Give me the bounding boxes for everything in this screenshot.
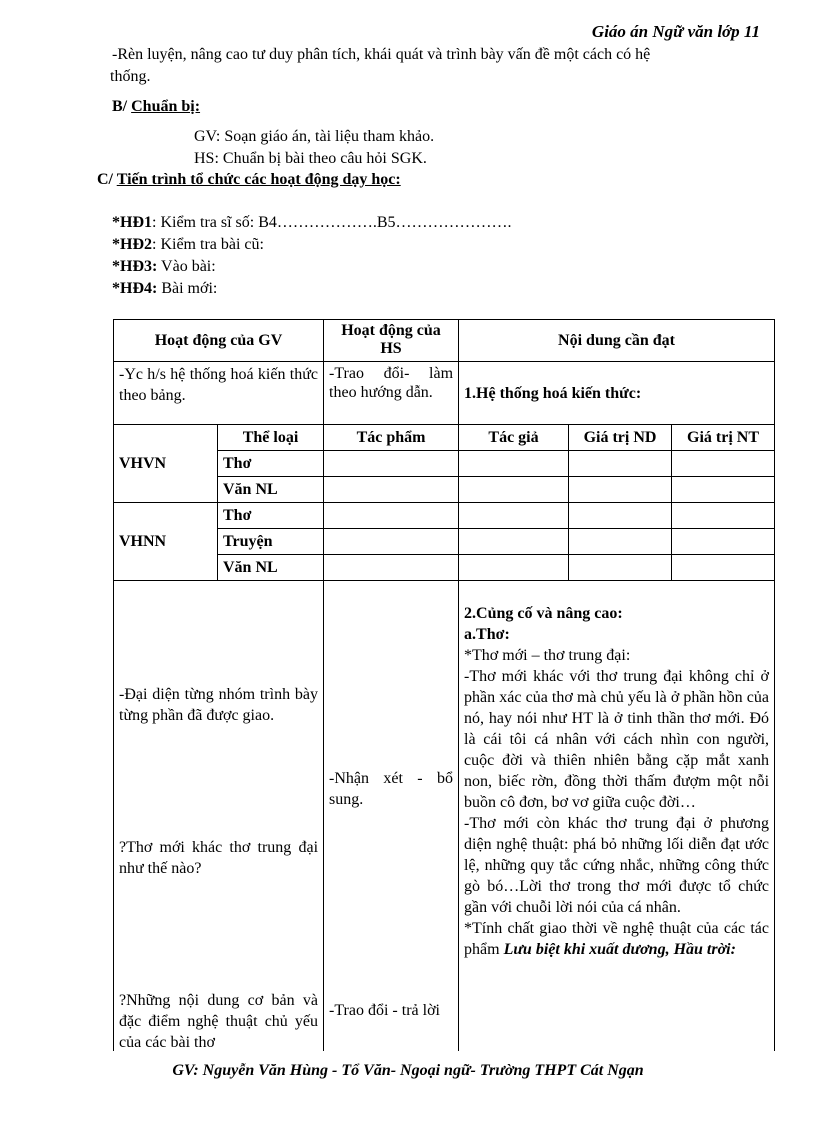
activity-3 [112,256,216,278]
vhnn-label: VHNN [114,503,218,581]
activity-2-label: *HĐ2 [112,236,152,253]
activity-1 [112,212,512,234]
content-para-2: -Thơ mới khác với thơ trung đại không chỉ ở phần xác của thơ mà chủ yếu là ở phần hồn của nó, hay nói như HT là ở tinh thần thơ mới. Đó là cái tôi cá nhân với cách nhìn con người, cuộc đời và thiên nhiên bằng cặp mắt xanh non, biếc rờn, đồng thời thấm đượm một nỗi buồn cô đơn, bơ vơ giữa cuộc đời… [464,668,770,811]
row3-gv-1: -Đại diện từng nhóm trình bày từng phần đã được giao. [119,686,319,724]
vhnn-genre-story: Truyện [218,529,324,555]
row3-gv-2: ?Thơ mới khác thơ trung đại như thế nào? [119,839,319,877]
section-c-prefix: C/ [97,171,113,188]
row1-hs: -Trao đổi- làm theo hướng dẫn. [324,362,459,425]
content-title: 2.Củng cố và nâng cao: [464,605,623,622]
activity-2 [112,234,264,256]
content-para-3: -Thơ mới còn khác thơ trung đại ở phương diện nghệ thuật: phá bỏ những lối diễn đạt ước lệ, những quy tắc cứng nhắc, những công thức gò bó…Lời thơ trong thơ mới được tổ chức gần với chuỗi lời nói của cá nhân. [464,815,770,916]
subheader-art-value: Giá trị NT [672,425,775,451]
row3-gv [114,581,324,1052]
header-gv: Hoạt động của GV [114,320,324,362]
section-c-title: Tiến trình tổ chức các hoạt động dạy học: [116,171,401,188]
section-b-title: Chuẩn bị: [131,98,201,115]
activity-2-text: : Kiểm tra bài cũ: [152,236,264,253]
page-header: Giáo án Ngữ văn lớp 11 [591,22,760,41]
intro-line-2: thống. [110,68,151,85]
page-footer: GV: Nguyễn Văn Hùng - Tổ Văn- Ngoại ngữ- Trường THPT Cát Ngạn [172,1062,644,1079]
activity-3-text: Vào bài: [157,258,216,275]
content-subtitle: a.Thơ: [464,626,510,643]
content-para-4-text: *Tính chất giao thời về nghệ thuật của các tác phẩm [464,920,770,958]
row3-hs [324,581,459,1052]
content-para-4-works: Lưu biệt khi xuất dương, Hầu trời: [503,941,736,958]
table-row [114,503,775,529]
content-para-4 [464,918,769,960]
table-row-3 [114,581,775,1052]
vhvn-genre-essay: Văn NL [218,477,324,503]
intro-line-1: -Rèn luyện, nâng cao tư duy phân tích, khái quát và trình bày vấn đề một cách có hệ [112,46,651,63]
row1-content: 1.Hệ thống hoá kiến thức: [459,362,775,425]
section-c-heading [97,171,401,189]
vhvn-label: VHVN [114,425,218,503]
row3-hs-2: -Trao đổi - trả lời [329,1002,440,1019]
content-para-1: *Thơ mới – thơ trung đại: [464,647,631,664]
row3-content [459,581,775,1052]
header-hs: Hoạt động của HS [324,320,459,362]
header-content: Nội dung cần đạt [459,320,775,362]
prep-gv: GV: Soạn giáo án, tài liệu tham khảo. [194,128,435,145]
row3-hs-1: -Nhận xét - bổ sung. [329,770,454,808]
activity-3-label: *HĐ3: [112,258,158,275]
activity-4-text: Bài mới: [157,280,218,297]
activity-4 [112,278,217,300]
prep-hs: HS: Chuẩn bị bài theo câu hỏi SGK. [194,150,427,167]
table-row-subheader [114,425,775,451]
table-row-1 [114,362,775,425]
activity-4-label: *HĐ4: [112,280,158,297]
vhvn-genre-poetry: Thơ [218,451,324,477]
section-b-heading [112,98,200,116]
row3-gv-3: ?Những nội dung cơ bản và đặc điểm nghệ thuật chủ yếu của các bài thơ [119,992,319,1051]
vhnn-genre-essay: Văn NL [218,555,324,581]
vhnn-genre-poetry: Thơ [218,503,324,529]
activity-1-text: : Kiểm tra sĩ số: B4……………….B5…………………. [152,214,512,231]
subheader-content-value: Giá trị ND [569,425,672,451]
intro-paragraph [112,44,762,88]
table-header-row [114,320,775,362]
activity-1-label: *HĐ1 [112,214,152,231]
row1-gv: -Yc h/s hệ thống hoá kiến thức theo bảng. [114,362,324,425]
subheader-genre: Thể loại [218,425,324,451]
subheader-author: Tác giả [459,425,569,451]
lesson-table [113,319,775,1051]
subheader-work: Tác phẩm [324,425,459,451]
section-b-prefix: B/ [112,98,128,115]
